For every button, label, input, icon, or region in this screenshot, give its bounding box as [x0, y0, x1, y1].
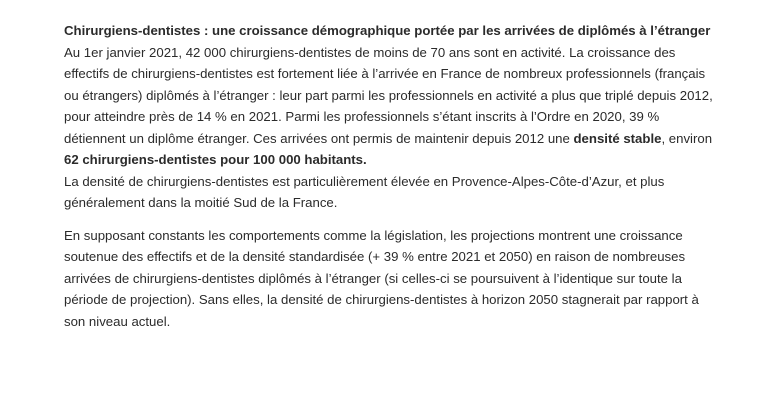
article-body [64, 20, 714, 332]
paragraph-regional: La densité de chirurgiens-dentistes est particulièrement élevée en Provence-Alpes-Côte-d’Azur, et plus généralement dans la moitié Sud de la France. [64, 173, 665, 210]
paragraph-intro-connector: , environ [661, 130, 713, 146]
paragraph-intro-text: Au 1er janvier 2021, 42 000 chirurgiens-dentistes de moins de 70 ans sont en activité. La croissance des effectifs de chirurgiens-dentistes est fortement liée à l’arrivée en France de nombreux professionnels (français ou étrangers) diplômés à l’étranger : leur part parmi les professionnels en activité a plus que triplé depuis 2012, pour atteindre près de 14 % en 2021. Parmi les professionnels s’étant inscrits à l’Ordre en 2020, 39 % détiennent un diplôme étranger. Ces arrivées ont permis de maintenir depuis 2012 une [64, 44, 713, 146]
paragraph-projections: En supposant constants les comportements comme la législation, les projections montrent une croissance soutenue des effectifs et de la densité standardisée (+ 39 % entre 2021 et 2050) en raison de nombreuses arrivées de chirurgiens-dentistes diplômés à l’étranger (si celles-ci se poursuivent à l’identique sur toute la période de projection). Sans elles, la densité de chirurgiens-dentistes à horizon 2050 stagnerait par rapport à son niveau actuel. [64, 227, 699, 329]
paragraph-intro [64, 42, 714, 171]
section-heading: Chirurgiens-dentistes : une croissance démographique portée par les arrivées de diplômés à l’étranger [64, 23, 711, 38]
emphasis-stable-density: densité stable [573, 130, 662, 146]
emphasis-density-figure: 62 chirurgiens-dentistes pour 100 000 habitants. [64, 152, 367, 167]
